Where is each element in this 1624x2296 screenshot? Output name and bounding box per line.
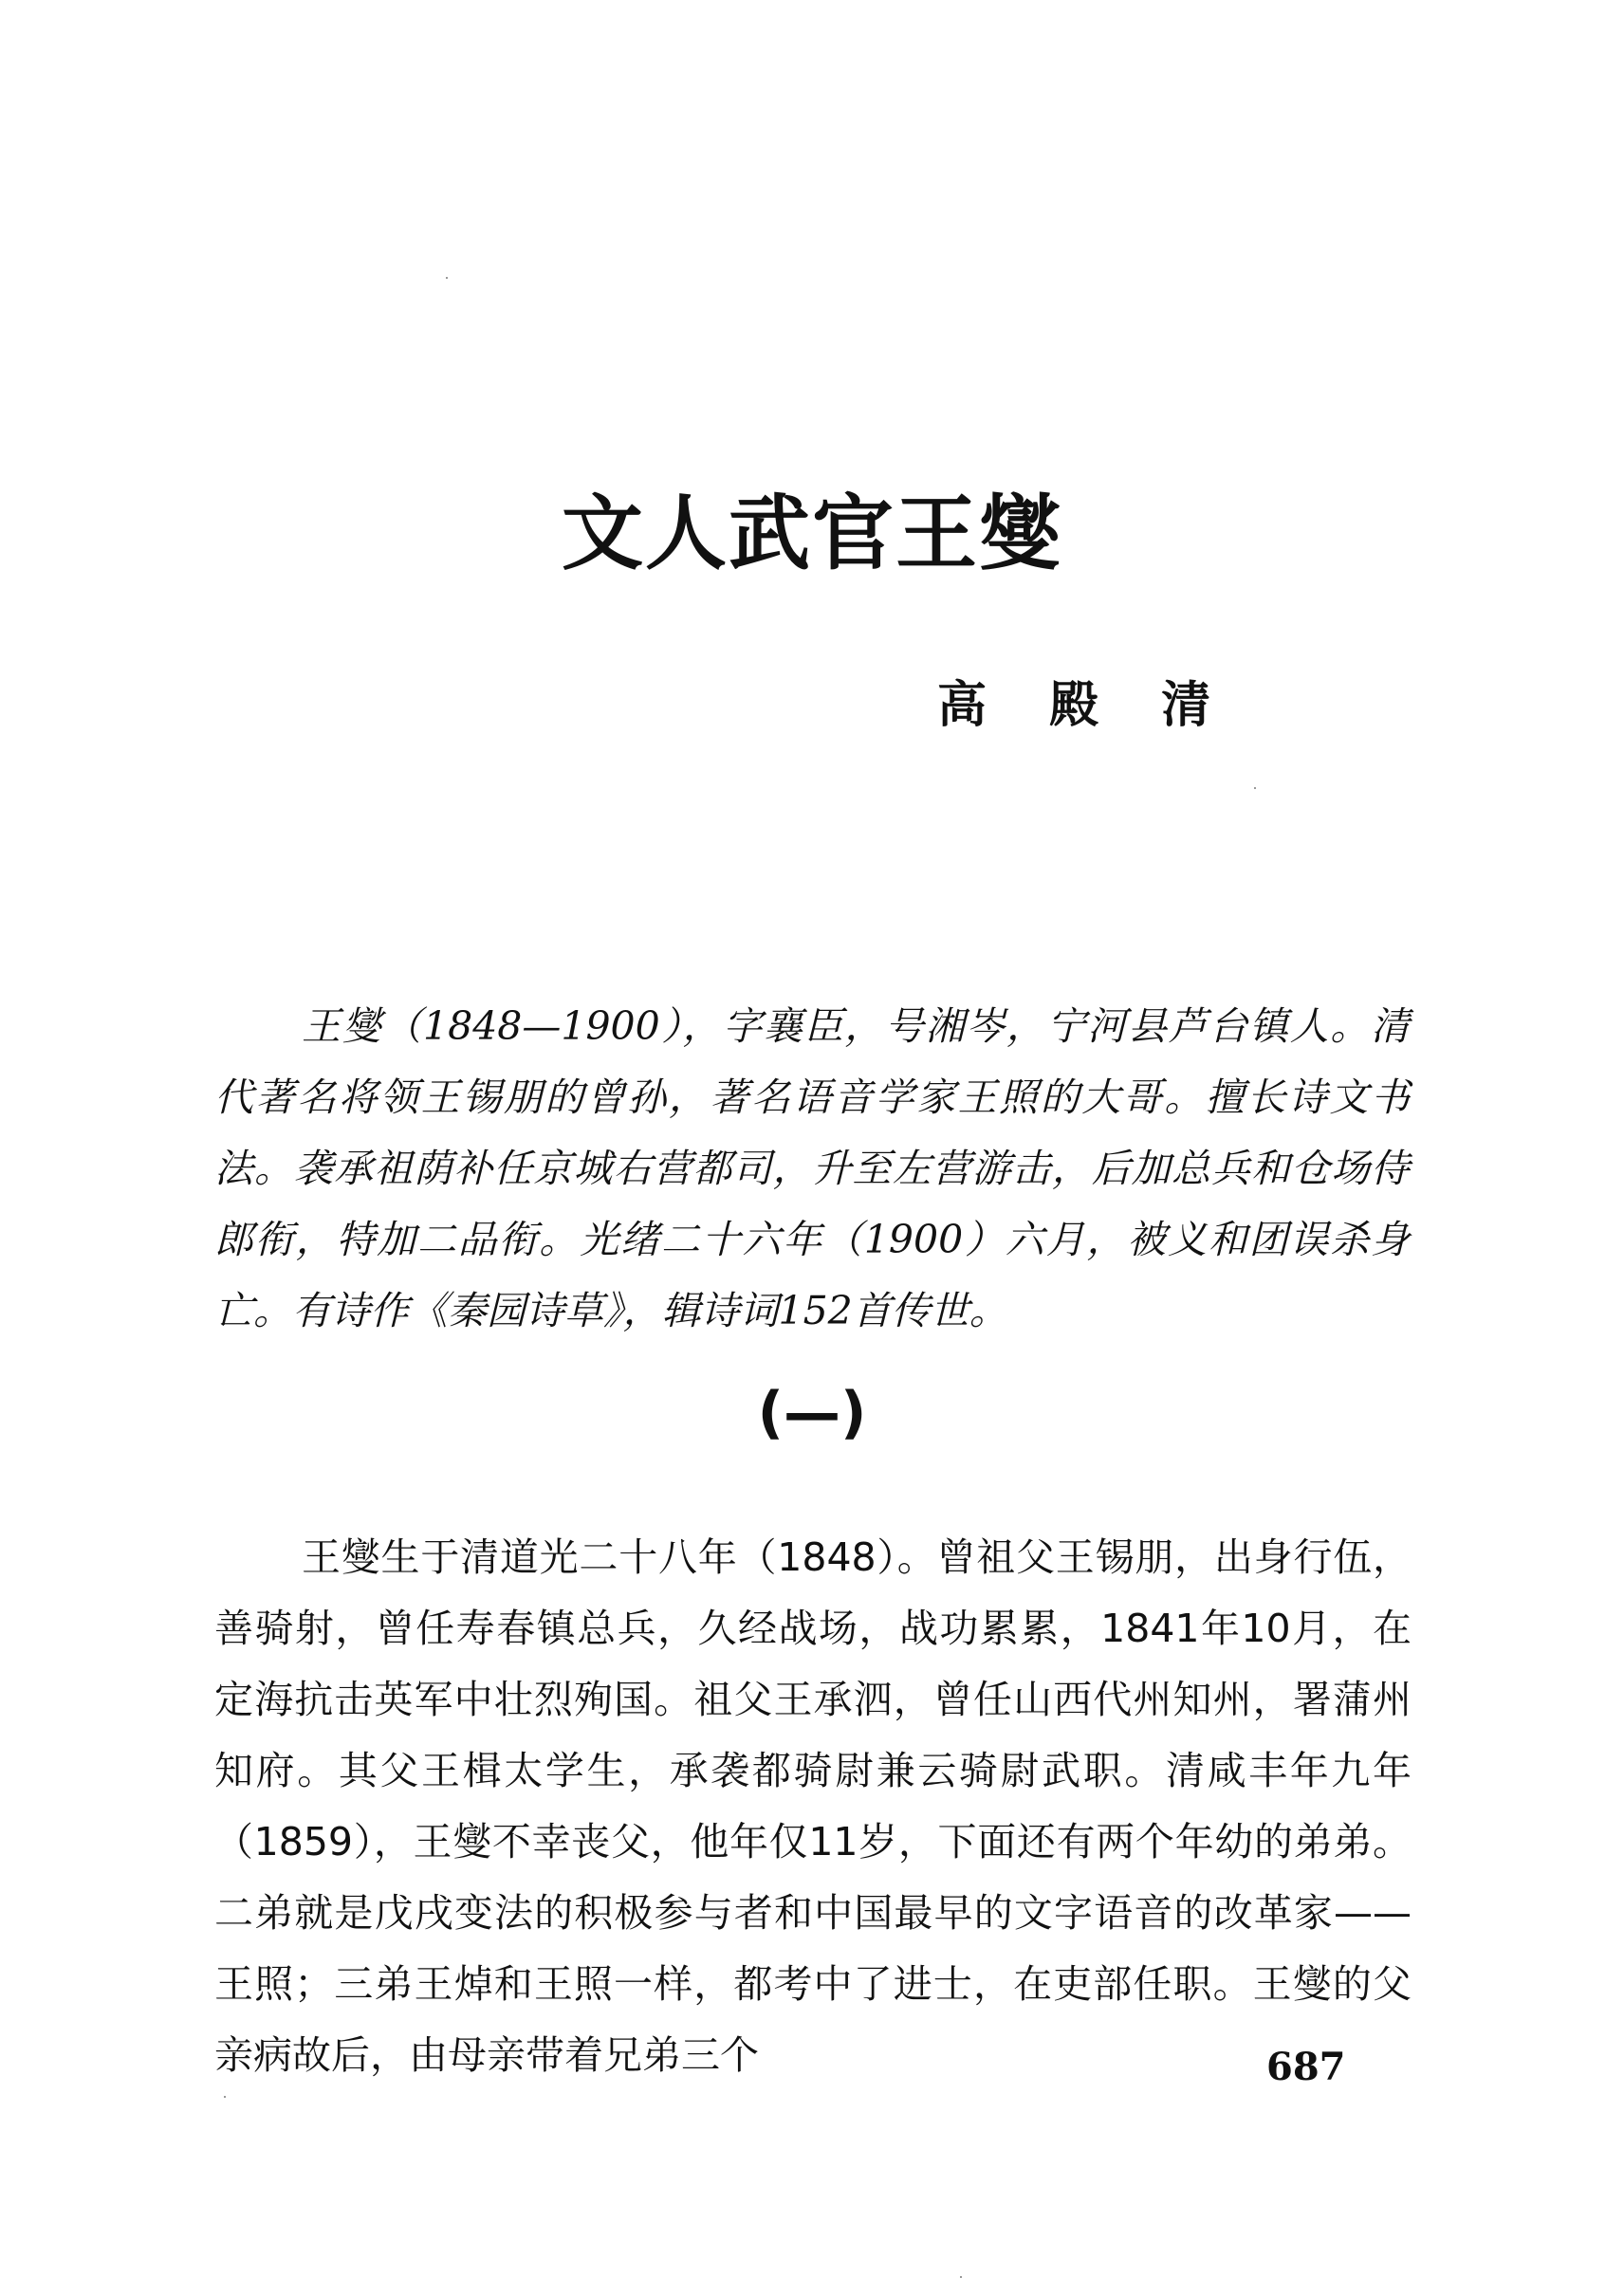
scan-speck: [446, 277, 448, 279]
body-paragraph: 王燮生于清道光二十八年（1848）。曾祖父王锡朋，出身行伍，善骑射，曾任寿春镇总兵，久经战场，战功累累，1841年10月，在定海抗击英军中壮烈殉国。祖父王承泗，曾任山西代州知州，署蒲州知府。其父王楫太学生，承袭都骑尉兼云骑尉武职。清咸丰年九年（1859），王燮不幸丧父，他年仅11岁，下面还有两个年幼的弟弟。二弟就是戊戌变法的积极参与者和中国最早的文字语音的改革家——王照；三弟王焯和王照一样，都考中了进士，在吏部任职。王燮的父亲病故后，由母亲带着兄弟三个: [214, 1534, 1412, 2078]
scan-speck: [960, 2276, 962, 2278]
scan-speck: [1254, 787, 1256, 789]
page-number: 687: [1266, 2045, 1346, 2089]
scan-speck: [224, 2096, 226, 2098]
author-bio-intro: 王燮（1848—1900），字襄臣，号湘岑，宁河县芦台镇人。清代著名将领王锡朋的曾孙，著名语音学家王照的大哥。擅长诗文书法。袭承祖荫补任京城右营都司，升至左营游击，后加总兵和仓场侍郎衔，特加二品衔。光绪二十六年（1900）六月，被义和团误杀身亡。有诗作《秦园诗草》，辑诗词152首传世。: [214, 1003, 1410, 1333]
article-title: 文人武官王燮: [562, 486, 1062, 581]
section-heading: (—): [757, 1380, 867, 1446]
article-author: 高 殿 清: [937, 676, 1234, 734]
